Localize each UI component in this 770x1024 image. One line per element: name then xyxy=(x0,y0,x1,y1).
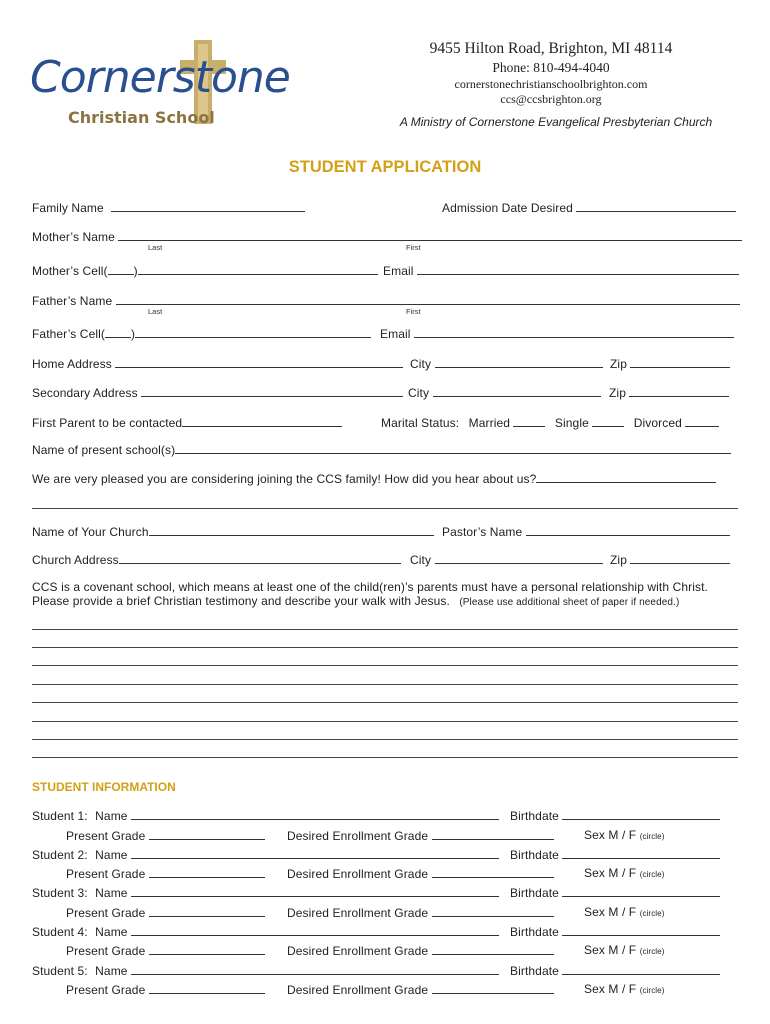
mothers-first-caption: First xyxy=(406,243,421,252)
desired-grade-label: Desired Enrollment Grade xyxy=(287,983,429,997)
student-2-name-row xyxy=(32,847,499,862)
student-3-sex-row[interactable] xyxy=(584,905,664,919)
ministry-line: A Ministry of Cornerstone Evangelical Presbyterian Church xyxy=(399,115,713,129)
fathers-area-code-field[interactable] xyxy=(105,326,131,338)
present-grade-label: Present Grade xyxy=(66,867,146,881)
secondary-zip-row xyxy=(609,385,729,400)
student-4-name-field[interactable] xyxy=(131,924,499,936)
church-city-row xyxy=(410,552,603,567)
student-3-name-row xyxy=(32,885,499,900)
sex-label: Sex M / F xyxy=(584,828,637,842)
hear-about-label: We are very pleased you are considering joining the CCS family! How did you hear about us? xyxy=(32,472,537,486)
student-4-name-row xyxy=(32,924,499,939)
birthdate-label: Birthdate xyxy=(510,964,559,978)
school-website: cornerstonechristianschoolbrighton.com xyxy=(454,77,648,91)
testimony-line[interactable] xyxy=(32,647,738,648)
fathers-cell-field[interactable] xyxy=(135,326,371,338)
student-1-desired-grade-field[interactable] xyxy=(432,828,554,840)
student-4-present-grade-field[interactable] xyxy=(149,943,265,955)
family-name-label: Family Name xyxy=(32,201,104,215)
sex-label: Sex M / F xyxy=(584,943,637,957)
student-5-birthdate-row xyxy=(510,963,720,978)
secondary-zip-field[interactable] xyxy=(629,385,729,397)
testimony-line[interactable] xyxy=(32,684,738,685)
hear-about-field[interactable] xyxy=(536,471,716,483)
student-5-grade-row xyxy=(66,982,265,997)
student-3-desired-grade-field[interactable] xyxy=(432,905,554,917)
hear-about-row xyxy=(32,471,716,486)
church-name-field[interactable] xyxy=(149,524,434,536)
fathers-email-label: Email xyxy=(380,327,411,341)
home-address-row xyxy=(32,356,403,371)
desired-grade-label: Desired Enrollment Grade xyxy=(287,906,429,920)
fathers-email-field[interactable] xyxy=(414,326,734,338)
testimony-line[interactable] xyxy=(32,629,738,630)
student-3-present-grade-field[interactable] xyxy=(149,905,265,917)
mothers-area-code-field[interactable] xyxy=(108,263,134,275)
home-city-field[interactable] xyxy=(435,356,603,368)
present-grade-label: Present Grade xyxy=(66,829,146,843)
student-3-name-field[interactable] xyxy=(131,885,499,897)
zip-label: Zip xyxy=(610,357,627,371)
covenant-text-2 xyxy=(32,594,679,608)
admission-date-label: Admission Date Desired xyxy=(442,201,573,215)
circle-note: (circle) xyxy=(639,947,665,956)
testimony-line[interactable] xyxy=(32,702,738,703)
student-name-label: Name xyxy=(95,886,128,900)
admission-date-row xyxy=(442,200,736,215)
student-number: Student 2: xyxy=(32,848,88,862)
student-5-sex-row[interactable] xyxy=(584,982,664,996)
mothers-email-field[interactable] xyxy=(417,263,739,275)
church-zip-field[interactable] xyxy=(630,552,730,564)
secondary-address-label: Secondary Address xyxy=(32,386,138,400)
divorced-label: Divorced xyxy=(633,416,682,430)
birthdate-label: Birthdate xyxy=(510,925,559,939)
mothers-name-field[interactable] xyxy=(118,229,742,241)
zip-label: Zip xyxy=(610,553,627,567)
circle-note: (circle) xyxy=(639,909,665,918)
birthdate-label: Birthdate xyxy=(510,809,559,823)
student-2-sex-row[interactable] xyxy=(584,866,664,880)
present-school-row xyxy=(32,442,731,457)
student-4-desired-grade-field[interactable] xyxy=(432,943,554,955)
mothers-cell-label: Mother’s Cell( xyxy=(32,264,108,278)
fathers-name-field[interactable] xyxy=(116,293,740,305)
testimony-line[interactable] xyxy=(32,739,738,740)
student-4-sex-row[interactable] xyxy=(584,943,664,957)
church-city-field[interactable] xyxy=(435,552,603,564)
student-5-desired-grade-field[interactable] xyxy=(432,982,554,994)
present-grade-label: Present Grade xyxy=(66,906,146,920)
mothers-email-row xyxy=(383,263,739,278)
present-grade-label: Present Grade xyxy=(66,983,146,997)
student-1-grade-row xyxy=(66,828,265,843)
city-label: City xyxy=(408,386,430,400)
fathers-email-row xyxy=(380,326,734,341)
fathers-cell-label: Father’s Cell( xyxy=(32,327,105,341)
student-info-heading: STUDENT INFORMATION xyxy=(32,780,176,794)
student-4-desired-row xyxy=(287,943,554,958)
mothers-cell-field[interactable] xyxy=(138,263,378,275)
student-5-birthdate-field[interactable] xyxy=(562,963,720,975)
marital-status-row xyxy=(381,415,719,430)
page-title: STUDENT APPLICATION xyxy=(288,158,482,176)
church-name-label: Name of Your Church xyxy=(32,525,149,539)
mothers-name-row xyxy=(32,229,742,244)
student-name-label: Name xyxy=(95,848,128,862)
family-name-row xyxy=(32,200,305,215)
student-name-label: Name xyxy=(95,925,128,939)
pastors-name-label: Pastor’s Name xyxy=(442,525,523,539)
student-number: Student 5: xyxy=(32,964,88,978)
student-number: Student 4: xyxy=(32,925,88,939)
student-4-birthdate-row xyxy=(510,924,720,939)
home-city-row xyxy=(410,356,603,371)
fathers-cell-row xyxy=(32,326,371,341)
mothers-last-caption: Last xyxy=(148,243,163,252)
pastors-name-row xyxy=(442,524,730,539)
fathers-name-row xyxy=(32,293,740,308)
fathers-first-caption: First xyxy=(406,307,421,316)
student-5-name-row xyxy=(32,963,499,978)
zip-label: Zip xyxy=(609,386,626,400)
fathers-name-label: Father’s Name xyxy=(32,294,113,308)
student-2-birthdate-row xyxy=(510,847,720,862)
paren-close: ) xyxy=(130,327,136,341)
birthdate-label: Birthdate xyxy=(510,886,559,900)
logo-subtitle: Christian School xyxy=(68,108,215,127)
testimony-line[interactable] xyxy=(32,721,738,722)
circle-note: (circle) xyxy=(639,986,665,995)
student-1-name-row xyxy=(32,808,499,823)
secondary-city-row xyxy=(408,385,601,400)
testimony-line[interactable] xyxy=(32,665,738,666)
fathers-last-caption: Last xyxy=(148,307,163,316)
desired-grade-label: Desired Enrollment Grade xyxy=(287,944,429,958)
student-number: Student 1: xyxy=(32,809,88,823)
student-1-birthdate-row xyxy=(510,808,720,823)
hear-about-line[interactable] xyxy=(32,508,738,509)
student-1-present-grade-field[interactable] xyxy=(149,828,265,840)
covenant-note: (Please use additional sheet of paper if needed.) xyxy=(459,597,680,608)
single-field[interactable] xyxy=(592,415,624,427)
present-grade-label: Present Grade xyxy=(66,944,146,958)
student-1-desired-row xyxy=(287,828,554,843)
student-1-birthdate-field[interactable] xyxy=(562,808,720,820)
paren-close: ) xyxy=(133,264,138,278)
present-school-label: Name of present school(s) xyxy=(32,443,176,457)
church-address-label: Church Address xyxy=(32,553,119,567)
mothers-email-label: Email xyxy=(383,264,414,278)
desired-grade-label: Desired Enrollment Grade xyxy=(287,829,429,843)
church-address-row xyxy=(32,552,401,567)
sex-label: Sex M / F xyxy=(584,982,637,996)
student-5-desired-row xyxy=(287,982,554,997)
circle-note: (circle) xyxy=(639,832,665,841)
student-3-grade-row xyxy=(66,905,265,920)
home-zip-row xyxy=(610,356,730,371)
first-parent-label: First Parent to be contacted xyxy=(32,416,183,430)
secondary-address-row xyxy=(32,385,403,400)
student-2-name-field[interactable] xyxy=(131,847,499,859)
student-3-birthdate-row xyxy=(510,885,720,900)
school-address: 9455 Hilton Road, Brighton, MI 48114 xyxy=(429,40,673,57)
student-name-label: Name xyxy=(95,809,128,823)
student-1-sex-row[interactable] xyxy=(584,828,664,842)
desired-grade-label: Desired Enrollment Grade xyxy=(287,867,429,881)
marital-status-label: Marital Status: xyxy=(381,416,460,430)
church-name-row xyxy=(32,524,434,539)
student-3-desired-row xyxy=(287,905,554,920)
married-label: Married xyxy=(468,416,511,430)
student-2-birthdate-field[interactable] xyxy=(562,847,720,859)
home-address-label: Home Address xyxy=(32,357,112,371)
first-parent-row xyxy=(32,415,342,430)
school-email: ccs@ccsbrighton.org xyxy=(500,92,602,106)
mothers-cell-row xyxy=(32,263,378,278)
student-2-desired-row xyxy=(287,866,554,881)
sex-label: Sex M / F xyxy=(584,866,637,880)
covenant-text-1: CCS is a covenant school, which means at least one of the child(ren)’s parents must have a personal relationship with Christ. xyxy=(32,580,708,594)
circle-note: (circle) xyxy=(639,870,665,879)
city-label: City xyxy=(410,553,432,567)
mothers-name-label: Mother’s Name xyxy=(32,230,115,244)
single-label: Single xyxy=(554,416,589,430)
home-address-field[interactable] xyxy=(115,356,403,368)
covenant-request: Please provide a brief Christian testimony and describe your walk with Jesus. xyxy=(32,594,450,608)
first-parent-field[interactable] xyxy=(182,415,342,427)
student-2-present-grade-field[interactable] xyxy=(149,866,265,878)
student-2-desired-grade-field[interactable] xyxy=(432,866,554,878)
student-3-birthdate-field[interactable] xyxy=(562,885,720,897)
school-phone: Phone: 810-494-4040 xyxy=(492,60,610,75)
divorced-field[interactable] xyxy=(685,415,719,427)
student-5-name-field[interactable] xyxy=(131,963,499,975)
student-name-label: Name xyxy=(95,964,128,978)
church-address-field[interactable] xyxy=(119,552,401,564)
student-4-birthdate-field[interactable] xyxy=(562,924,720,936)
birthdate-label: Birthdate xyxy=(510,848,559,862)
student-number: Student 3: xyxy=(32,886,88,900)
secondary-city-field[interactable] xyxy=(433,385,601,397)
student-2-grade-row xyxy=(66,866,265,881)
present-school-field[interactable] xyxy=(175,442,731,454)
pastors-name-field[interactable] xyxy=(526,524,730,536)
student-5-present-grade-field[interactable] xyxy=(149,982,265,994)
student-4-grade-row xyxy=(66,943,265,958)
family-name-field[interactable] xyxy=(111,200,305,212)
married-field[interactable] xyxy=(513,415,545,427)
church-zip-row xyxy=(610,552,730,567)
student-1-name-field[interactable] xyxy=(131,808,499,820)
admission-date-field[interactable] xyxy=(576,200,736,212)
secondary-address-field[interactable] xyxy=(141,385,403,397)
city-label: City xyxy=(410,357,432,371)
sex-label: Sex M / F xyxy=(584,905,637,919)
home-zip-field[interactable] xyxy=(630,356,730,368)
testimony-line[interactable] xyxy=(32,757,738,758)
logo-wordmark: Cornerstone xyxy=(30,52,290,103)
